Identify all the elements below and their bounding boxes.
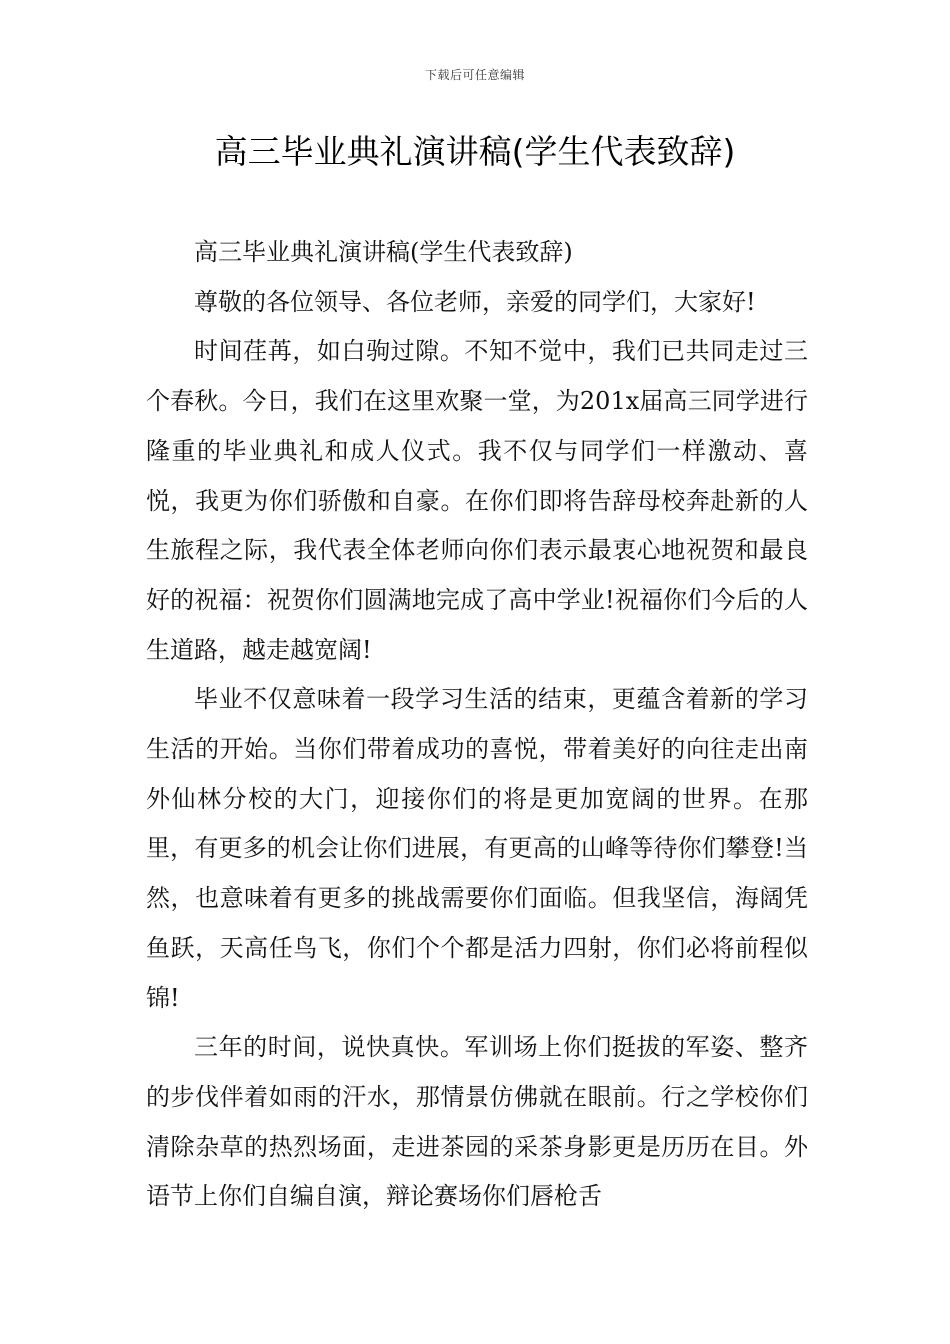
document-title: 高三毕业典礼演讲稿(学生代表致辞): [214, 132, 736, 171]
body-paragraph: 毕业不仅意味着一段学习生活的结束，更蕴含着新的学习生活的开始。当你们带着成功的喜悦，带着美好的向往走出南外仙林分校的大门，迎接你们的将是更加宽阔的世界。在那里，有更多的机会让你们进展，有更高的山峰等待你们攀登!当然，也意味着有更多的挑战需要你们面临。但我坚信，海阔凭鱼跃，天高任鸟飞，你们个个都是活力四射，你们必将前程似锦!: [146, 685, 808, 1012]
document-body: [146, 228, 808, 1222]
body-paragraph: 三年的时间，说快真快。军训场上你们挺拔的军姿、整齐的步伐伴着如雨的汗水，那情景仿佛就在眼前。行之学校你们清除杂草的热烈场面，走进茶园的采茶身影更是历历在目。外语节上你们自编自演，辩论赛场你们唇枪舌: [146, 1033, 808, 1211]
body-paragraph-subtitle: 高三毕业典礼演讲稿(学生代表致辞): [194, 238, 573, 266]
body-paragraph: 时间荏苒，如白驹过隙。不知不觉中，我们已共同走过三个春秋。今日，我们在这里欢聚一堂，为201x届高三同学进行隆重的毕业典礼和成人仪式。我不仅与同学们一样激动、喜悦，我更为你们骄傲和自豪。在你们即将告辞母校奔赴新的人生旅程之际，我代表全体老师向你们表示最衷心地祝贺和最良好的祝福：祝贺你们圆满地完成了高中学业!祝福你们今后的人生道路，越走越宽阔!: [146, 337, 808, 664]
body-paragraph-greeting: 尊敬的各位领导、各位老师，亲爱的同学们，大家好!: [194, 287, 756, 316]
header-note: 下载后可任意编辑: [424, 68, 525, 82]
